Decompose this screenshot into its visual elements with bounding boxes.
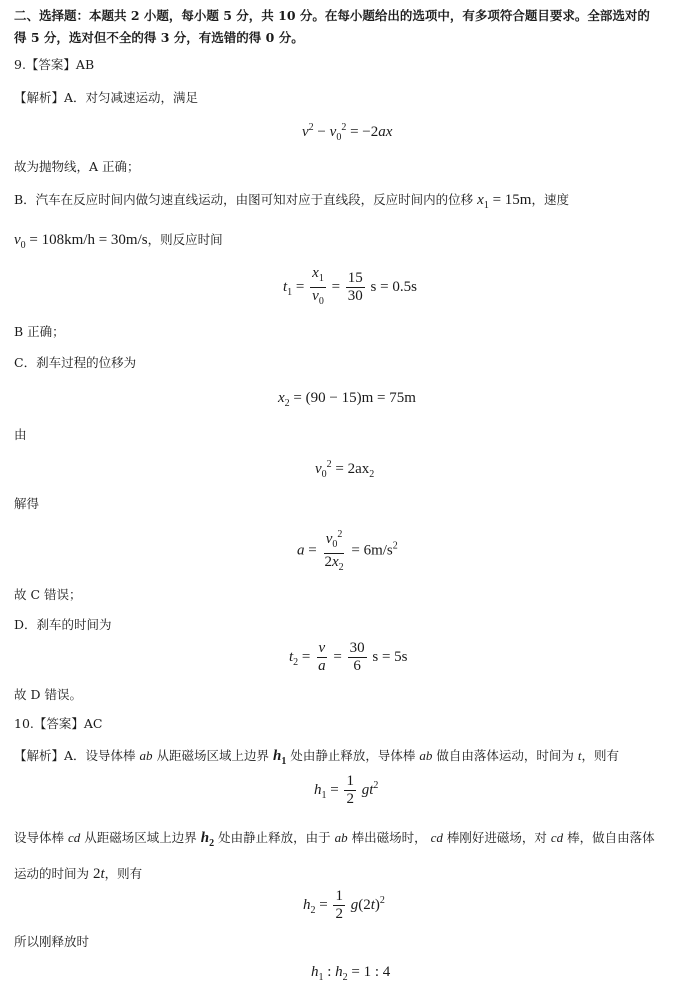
q10-so-text: 所以刚释放时 [14, 934, 90, 949]
q10-analysis-line1: 【解析】A．设导体棒 ab 从距磁场区域上边界 $h_1$ 处由静止释放，导体棒 ab 做自由落体运动，时间为 t，则有 [14, 748, 619, 767]
equation-t1: $t_1$ = $\frac{x_1}{v_0}$ = $\frac{15}{30}$ s = 0.5s [283, 265, 417, 307]
q9-you: 由 [14, 427, 27, 442]
q9-b-x1: $x_1 = 15m$ [477, 192, 532, 211]
q9-jiede: 解得 [14, 496, 40, 511]
q9-b-line1 [14, 192, 569, 214]
q10-answer: 10.【答案】AC [14, 716, 103, 731]
q9-b-text1: B．汽车在反应时间内做匀速直线运动，由图可知对应于直线段，反应时间内的位移 [14, 192, 474, 207]
q9-conclusion-c: 故 C 错误； [14, 587, 82, 602]
equation-t2: $t_2$ = $\frac{v}{a}$ = $\frac{30}{6}$ s = 5s [289, 640, 408, 674]
q9-d-text: D．刹车的时间为 [14, 617, 112, 632]
equation-h2: $h_2$ = $\frac{1}{2}$ $g(2t)^2$ [303, 888, 385, 922]
q9-b-v0: $v_0 = 108km/h = 30m/s$ [14, 232, 148, 251]
q9-b-line2 [14, 232, 223, 254]
q9-answer: 9.【答案】AB [14, 57, 95, 72]
equation-x2: $x_2 = (90 - 15)m = 75m$ [278, 390, 416, 409]
q9-conclusion-a: 故为抛物线，A 正确； [14, 159, 140, 174]
equation-v-squared: $v^2 - v_0^2 = -2ax$ [302, 122, 393, 143]
section-header-line1: 二、选择题：本题共 2 小题，每小题 5 分，共 10 分。在每小题给出的选项中，有多项符合题目要求。全部选对的 [14, 8, 650, 23]
equation-ratio: $h_1$ : $h_2 = 1$ : 4 [311, 964, 391, 983]
q9-conclusion-d: 故 D 错误。 [14, 687, 82, 702]
q9-conclusion-b: B 正确； [14, 324, 65, 339]
q9-analysis-a: 【解析】A．对匀减速运动，满足 [14, 90, 199, 105]
q10-para2-line2: 运动的时间为 2t，则有 [14, 866, 143, 882]
equation-v0-squared: $v_0^2 = 2ax_2$ [315, 459, 375, 480]
q9-b-text2: ，速度 [531, 192, 569, 207]
equation-h1: $h_1$ = $\frac{1}{2}$ $gt^2$ [314, 773, 379, 807]
q10-para2-line1: 设导体棒 cd 从距磁场区域上边界 $h_2$ 处由静止释放，由于 ab 棒出磁场时， cd 棒刚好进磁场，对 cd 棒，做自由落体 [14, 830, 655, 849]
section-header-line2: 得 5 分，选对但不全的得 3 分，有选错的得 0 分。 [14, 30, 304, 45]
equation-a: a = $\frac{v_0^2}{2x_2}$ = $6m/s^2$ [297, 526, 398, 576]
q9-c-text: C．刹车过程的位移为 [14, 355, 137, 370]
q9-b-text3: ，则反应时间 [147, 232, 223, 247]
